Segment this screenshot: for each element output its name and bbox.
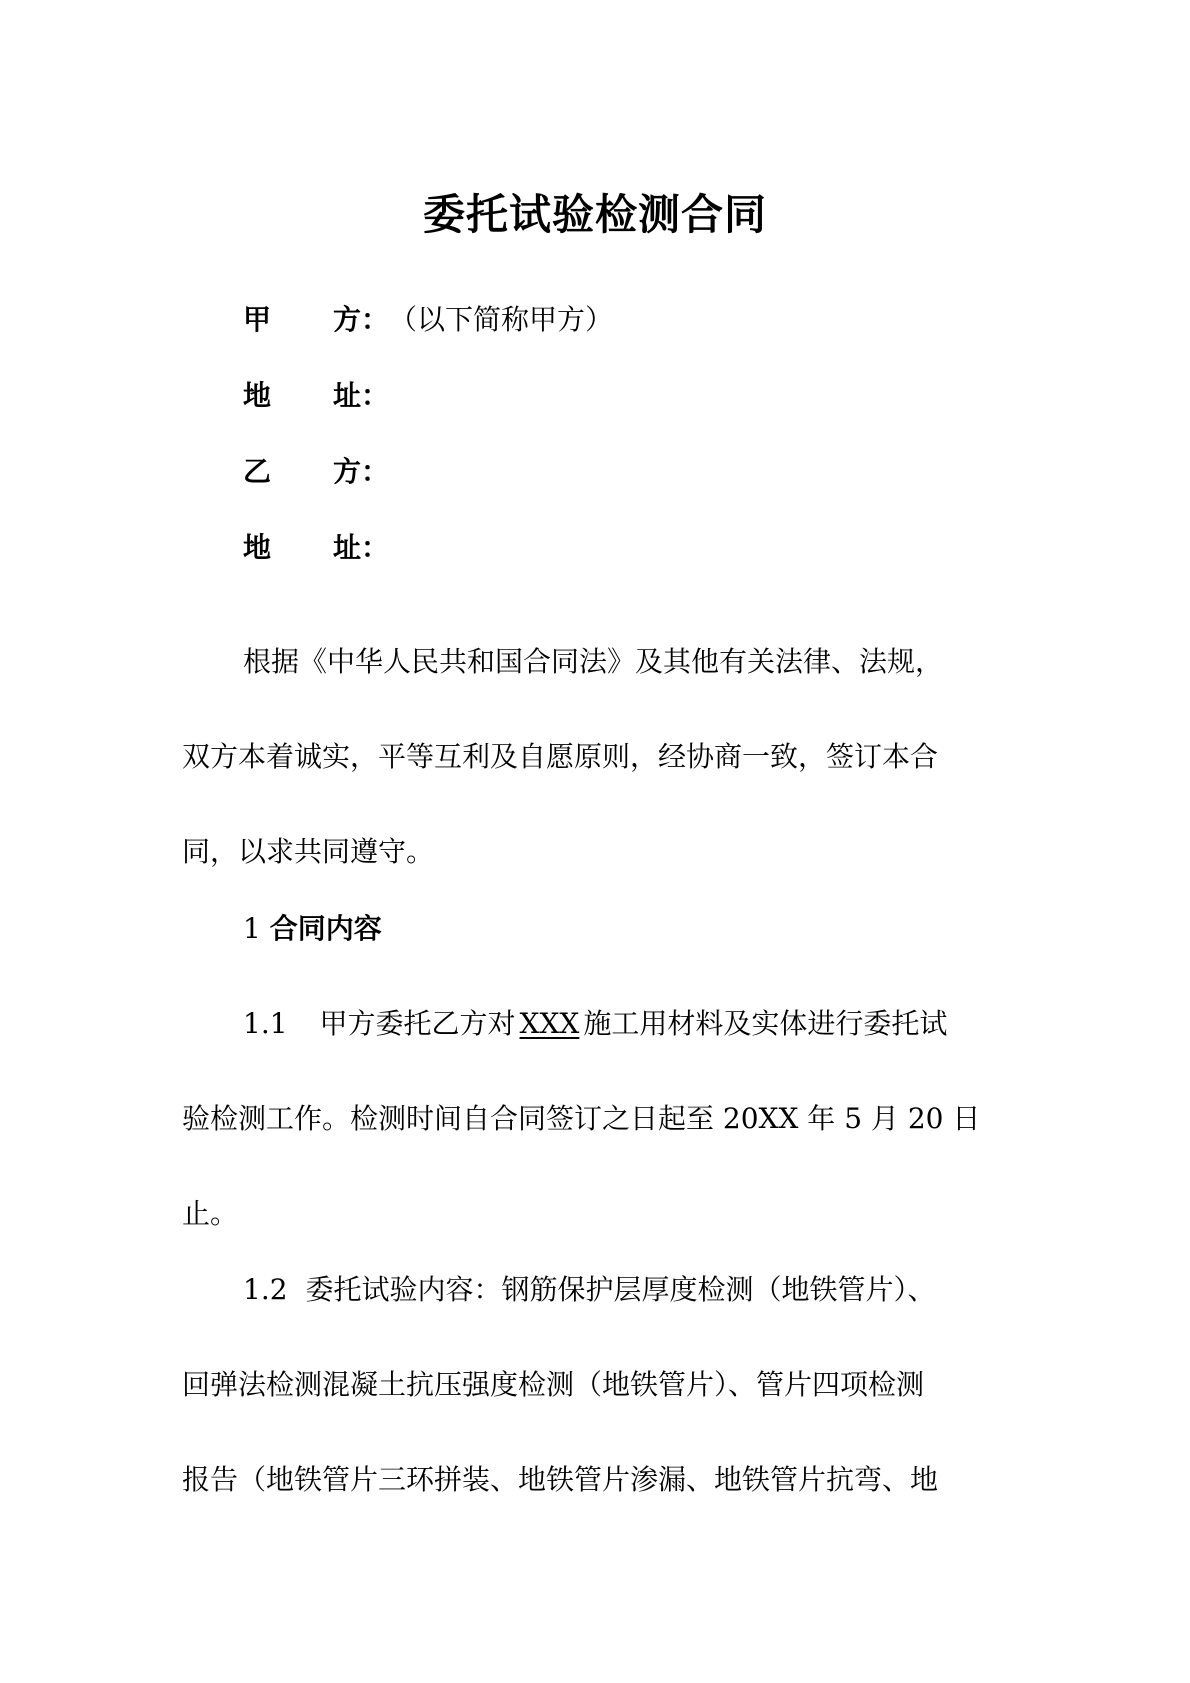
party-b-row xyxy=(243,452,389,492)
section-1-title: 合同内容 xyxy=(269,912,382,945)
party-b-label: 乙 方： xyxy=(243,455,390,488)
party-a-value: （以下简称甲方） xyxy=(389,303,614,336)
party-b-address-label: 地 址： xyxy=(243,531,390,564)
party-a-label: 甲 方： xyxy=(243,303,390,336)
intro-line-1: 根据《中华人民共和国合同法》及其他有关法律、法规， xyxy=(243,645,944,678)
intro-line-2: 双方本着诚实，平等互利及自愿原则，经协商一致，签订本合 xyxy=(182,740,939,773)
intro-line-3: 同，以求共同遵守。 xyxy=(182,835,435,868)
party-a-row xyxy=(243,300,613,340)
clause-1-1-suffix: 施工用材料及实体进行委托试 xyxy=(583,1007,948,1040)
clause-1-2-text: 委托试验内容：钢筋保护层厚度检测（地铁管片）、 xyxy=(305,1273,936,1306)
clause-1-1-line-2: 验检测工作。检测时间自合同签订之日起至 20XX 年 5 月 20 日 xyxy=(182,1102,981,1135)
clause-1-1-blank: XXX xyxy=(519,1007,580,1040)
section-1-number: 1 xyxy=(243,912,261,945)
clause-1-1-prefix: 甲方委托乙方对 xyxy=(319,1007,516,1040)
clause-1-1-line-3: 止。 xyxy=(182,1197,239,1230)
party-b-address-row xyxy=(243,528,389,568)
clause-1-1-number: 1.1 xyxy=(243,1007,288,1040)
clause-1-1-line-1 xyxy=(182,1004,1083,1044)
clause-1-2-line-3: 报告（地铁管片三环拼装、地铁管片渗漏、地铁管片抗弯、地 xyxy=(182,1463,939,1496)
clause-1-2-number: 1.2 xyxy=(243,1273,288,1306)
clause-1-2-line-1 xyxy=(182,1270,1083,1310)
clause-1-2-line-2: 回弹法检测混凝土抗压强度检测（地铁管片）、管片四项检测 xyxy=(182,1368,925,1401)
party-a-address-row xyxy=(243,376,389,416)
section-1-heading xyxy=(182,909,1083,949)
document-title: 委托试验检测合同 xyxy=(422,190,767,239)
party-a-address-label: 地 址： xyxy=(243,379,390,412)
